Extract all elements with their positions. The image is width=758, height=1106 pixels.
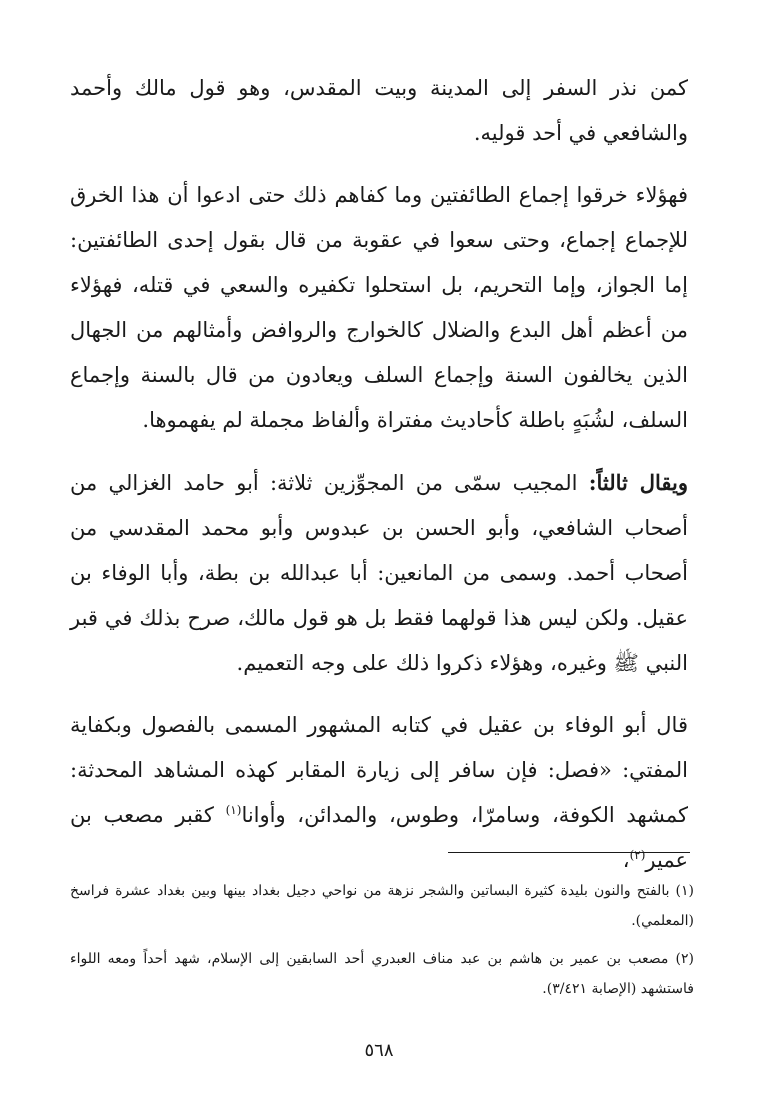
paragraph-2 [70, 173, 688, 443]
paragraph-4 [70, 703, 688, 883]
footnote-divider [448, 852, 690, 853]
paragraph-2-text: فهؤلاء خرقوا إجماع الطائفتين وما كفاهم ذلك حتى ادعوا أن هذا الخرق للإجماع إجماع، وحتى سعوا في عقوبة من قال بقول إحدى الطائفتين: إما الجواز، وإما التحريم، بل استحلوا تكفيره والسعي في قتله، فهؤلاء من أعظم أهل البدع والضلال كالخوارج والروافض وأمثالهم من الجهال الذين يخالفون السنة وإجماع السلف ويعادون من قال بالسنة وإجماع السلف، لشُبَهٍ باطلة كأحاديث مفتراة وألفاظ مجملة لم يفهموها. [70, 183, 688, 432]
paragraph-1 [70, 66, 688, 156]
footnote-1: (١) بالفتح والنون بليدة كثيرة البساتين والشجر نزهة من نواحي دجيل بغداد بينها وبين بغداد عشرة فراسخ (المعلمي). [70, 883, 694, 929]
footnotes [70, 876, 694, 1012]
paragraph-4-text-2: كقبر مصعب بن عمير [70, 803, 688, 872]
footnote-2: (٢) مصعب بن عمير بن هاشم بن عبد مناف العبدري أحد السابقين إلى الإسلام، شهد أحداً ومعه اللواء فاستشهد (الإصابة ٣/٤٢١). [70, 951, 694, 997]
paragraph-1-text: كمن نذر السفر إلى المدينة وبيت المقدس، وهو قول مالك وأحمد والشافعي في أحد قوليه. [70, 76, 688, 145]
page-number: ٥٦٨ [364, 1040, 394, 1061]
paragraph-4-text-3: ، [622, 848, 630, 872]
paragraph-4-text: قال أبو الوفاء بن عقيل في كتابه المشهور المسمى بالفصول وبكفاية المفتي: «فصل: فإن سافر إلى زيارة المقابر كهذه المشاهد المحدثة: كمشهد الكوفة، وسامرّا، وطوس، والمدائن، وأوانا [70, 713, 688, 827]
paragraph-3-text: المجيب سمّى من المجوِّزين ثلاثة: أبو حامد الغزالي من أصحاب الشافعي، وأبو الحسن بن عبدوس وأبو محمد المقدسي من أصحاب أحمد. وسمى من المانعين: أبا عبدالله بن بطة، وأبا الوفاء بن عقيل. ولكن ليس هذا قولهما فقط بل هو قول مالك، صرح بذلك في قبر النبي ﷺ وغيره، وهؤلاء ذكروا ذلك على وجه التعميم. [70, 471, 688, 675]
paragraph-3 [70, 460, 688, 686]
paragraph-3-lead: ويقال ثالثاً: [588, 470, 688, 495]
footnote-ref-1: (١) [225, 803, 242, 817]
main-text [70, 66, 688, 900]
footnote-ref-2: (٢) [629, 848, 646, 862]
